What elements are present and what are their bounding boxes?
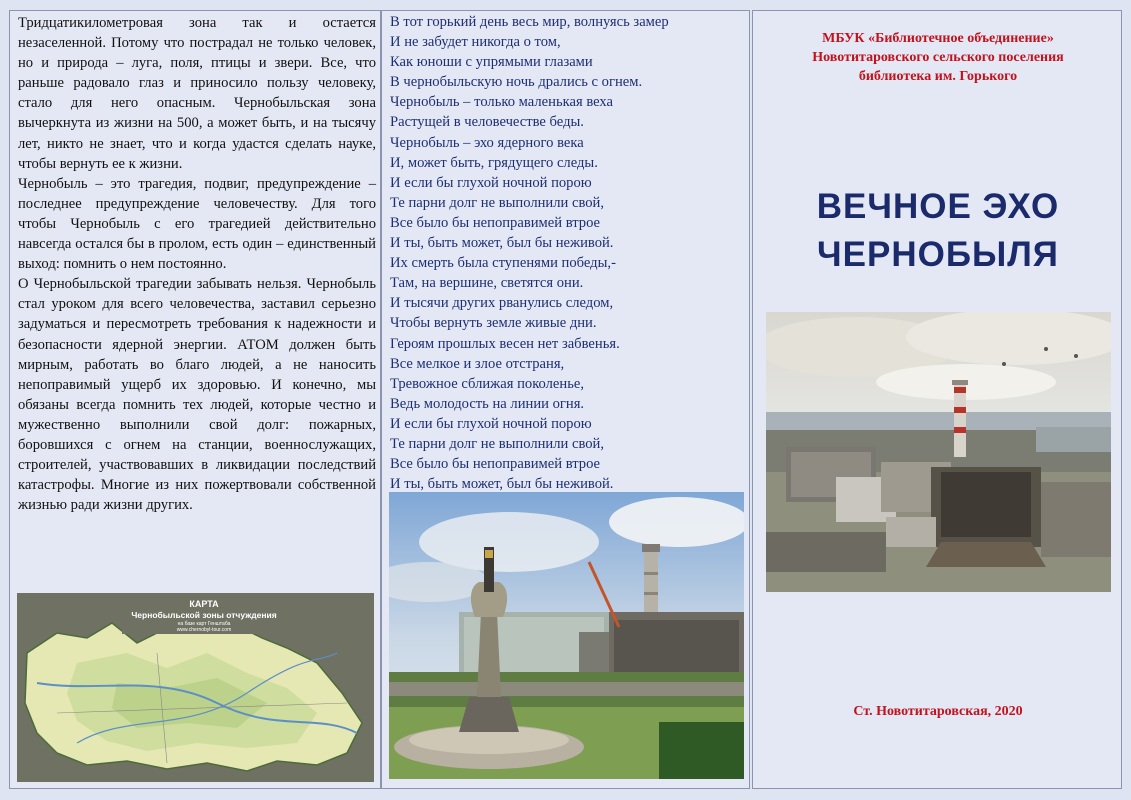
map-title: КАРТА: [189, 599, 219, 609]
paragraph-tragedy: Чернобыль – это трагедия, подвиг, предупреждение – последнее предупреждение человечеству. Для того чтобы Чернобыль с его трагедией действительно навсегда остался бы в пролом, есть один – единственный выход: помнить о нем постоянно.: [18, 175, 376, 273]
title-line: ВЕЧНОЕ ЭХО: [816, 187, 1060, 226]
poem-line: И ты, быть может, был бы неживой.: [390, 235, 614, 252]
poem-line: Все было бы непоправимей втрое: [390, 456, 601, 473]
poem-line: И тысячи других рванулись следом,: [390, 295, 614, 312]
poem-line: Все было бы непоправимей втрое: [390, 214, 601, 231]
organization-header: [763, 29, 1113, 86]
paragraph-lesson: О Чернобыльской трагедии забывать нельзя. Чернобыль стал уроком для всего человечества, заставил серьезно задуматься и пересмотреть требования к надежности и безопасности ядерной энергии. АТОМ должен быть мирным, работать во благо людей, а не наносить непоправимый ущерб их здоровью. И конечно, мы обязаны всегда помнить тех людей, которые честно и мужественно выполнили свой долг: пожарных, боровшихся с огнем на станции, военнослужащих, строителей, участвовавших в ликвидации последствий катастрофы. Многие из них пожертвовали собственной жизнью ради жизни других.: [18, 276, 376, 514]
place-year-footer: Ст. Новотитаровская, 2020: [853, 704, 1023, 719]
middle-column: [381, 10, 750, 789]
poem-line: Те парни долг не выполнили свой,: [390, 194, 604, 211]
poem-line: В чернобыльскую ночь дрались с огнем.: [390, 74, 643, 91]
poem-line: Чтобы вернуть земле живые дни.: [390, 315, 597, 332]
power-plant-photo: [766, 312, 1111, 592]
poem: [390, 12, 745, 494]
left-column: [9, 10, 381, 789]
poem-line: Те парни долг не выполнили свой,: [390, 435, 604, 452]
paragraph-zone: Тридцатикилометровая зона так и остается незаселенной. Потому что пострадал не только человек, но и природа – луга, поля, птицы и звери. Все, что раньше радовало глаз и приносило пользу человеку, стало для него опасным. Чернобыльская зона вычеркнута из жизни на 500, а может быть, и на тысячу лет, никто не знает, что и когда удастся сделать науке, чтобы вернуть ее к жизни.: [18, 15, 376, 172]
title-line: ЧЕРНОБЫЛЯ: [817, 235, 1059, 274]
poem-line: Чернобыль – эхо ядерного века: [390, 134, 584, 151]
poem-line: Растущей в человечестве беды.: [390, 114, 584, 131]
org-line: МБУК «Библиотечное объединение»: [822, 31, 1054, 46]
map-subtitle: Чернобыльской зоны отчуждения: [131, 610, 277, 620]
org-line: Новотитаровского сельского поселения: [812, 50, 1064, 65]
monument-photo: [389, 492, 744, 779]
poem-line: Чернобыль – только маленькая веха: [390, 94, 613, 111]
poem-line: Их смерть была ступенями победы,-: [390, 255, 616, 272]
poem-line: И, может быть, грядущего следы.: [390, 154, 598, 171]
poem-line: Как юноши с упрямыми глазами: [390, 54, 593, 71]
poem-line: И не забудет никогда о том,: [390, 34, 561, 51]
prose-text: [18, 13, 376, 515]
poem-line: Там, на вершине, светятся они.: [390, 275, 584, 292]
poem-line: Тревожное сближая поколенье,: [390, 375, 584, 392]
poem-line: Героям прошлых весен нет забвенья.: [390, 335, 620, 352]
exclusion-zone-map-image: [17, 593, 374, 782]
poem-line: Все мелкое и злое отстраня,: [390, 355, 565, 372]
poem-line: И если бы глухой ночной порою: [390, 174, 592, 191]
cover-column: [752, 10, 1122, 789]
poem-line: И ты, быть может, был бы неживой.: [390, 476, 614, 493]
poem-line: Ведь молодость на линии огня.: [390, 395, 585, 412]
map-site: www.chernobyl-tour.com: [176, 627, 232, 633]
poem-line: И если бы глухой ночной порою: [390, 415, 592, 432]
booklet-title: [753, 183, 1122, 279]
org-line: библиотека им. Горького: [858, 69, 1018, 84]
map-caption: на базе карт Генштаба: [177, 621, 231, 627]
poem-line: В тот горький день весь мир, волнуясь замер: [390, 14, 669, 30]
